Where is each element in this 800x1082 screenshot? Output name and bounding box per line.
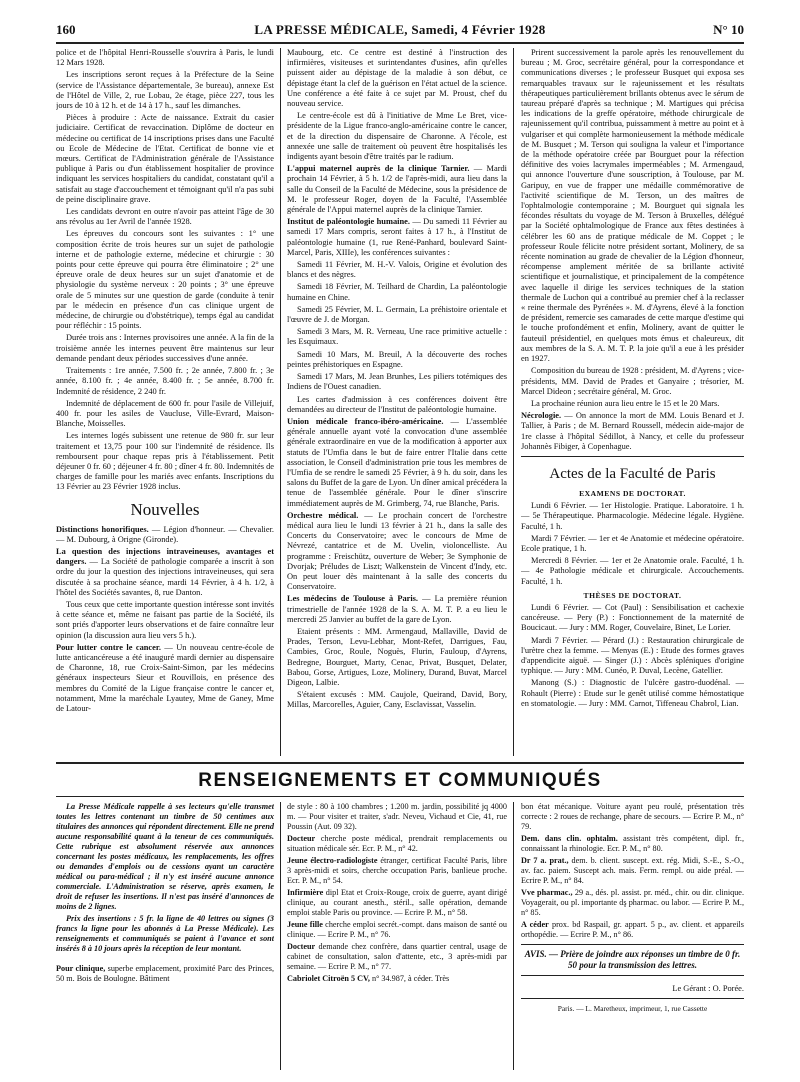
ad-heading: Dr 7 a. prat., — [521, 856, 569, 865]
news-heading: La question des injections intraveineuses, avantages et dangers. — [56, 546, 274, 567]
list-item: Samedi 17 Mars, M. Jean Brunhes, Les piliers totémiques des Indiens de l'Ouest canadien. — [287, 372, 507, 392]
classified-ad — [287, 834, 507, 854]
paragraph: police et de l'hôpital Henri-Rousselle s'ouvrira à Paris, le lundi 12 Mars 1928. — [56, 48, 274, 68]
prix-paragraph: Prix des insertions : 5 fr. la ligne de 40 lettres ou signes (3 francs la ligne pour les abonnés à La Presse Médicale). Les renseignements et communiqués se paient à l'avance et sont insérés 8 à 10 jours après la réception de leur montant. — [56, 914, 274, 953]
paragraph: Maubourg, etc. Ce centre est destiné à l'instruction des infirmières, visiteuses et surintendantes d'usines, afin qu'elles puissent aider au dépistage de la maladie à son début, ce dépistage étant la clef de la guérison en l'état actuel de la science. Une conférence a été faite à ce sujet par M. Proust, chef du nouveau service. — [287, 48, 507, 109]
news-text: — Un nouveau centre-école de lutte anticancéreuse a été inauguré mardi dernier au dispensaire de Charonne, 18, rue Croix-Saint-Simon, par les médecins généraux inspecteurs Sieur et Rouvillois, en présence des membres du Comité de la Ligue française contre le cancer et, notamment, Mme la maréchale Lyautey, Mme de Ganey, Mme de Latour- — [56, 642, 274, 713]
news-text: — Du samedi 11 Février au samedi 17 Mars compris, seront faites à 17 h., à l'Institut de paléontologie humaine (1, rue René-Panhard, boulevard Saint-Marcel, Paris, XIIIe), les conférences suivantes : — [287, 217, 507, 257]
subsection-title: EXAMENS DE DOCTORAT. — [579, 488, 686, 498]
section-rule — [521, 944, 744, 945]
classified-ad — [287, 888, 507, 918]
classified-ad — [287, 942, 507, 972]
news-item — [287, 217, 507, 258]
ad-heading: Jeune fille — [287, 920, 323, 929]
classified-ad: bon état mécanique. Voiture ayant peu roulé, présentation très correcte : 2 roues de rechange, phare de secours. — Ecrire P. M., n° 79. — [521, 802, 744, 831]
paragraph: Les épreuves du concours sont les suivantes : 1° une composition écrite de trois heures sur un sujet de pathologie interne et de pathologie externe, médecine et chirurgie : 30 points pour cette épreuve qui pourra être éliminatoire ; 2° une épreuve orale de deux heures sur un sujet d'anatomie et de physiologie du système nerveux : 20 points ; 3° une épreuve orale de 5 minutes sur une question de garde (conduite à tenir par le médecin en présence d'un cas clinique urgent de médecine, de chirurgie ou d'obstétrique), temps égal au candidat pour réfléchir : 15 points. — [56, 229, 274, 331]
list-item: Lundi 6 Février. — 1er Histologie. Pratique. Laboratoire. 1 h. — 5e Thérapeutique. Pharmacologie. Médecine légale. Hygiène. Faculté, 1 h. — [521, 501, 744, 531]
classifieds-column-1 — [56, 802, 274, 1072]
list-item: Samedi 11 Février, M. H.-V. Valois, Origine et évolution des blancs et des nègres. — [287, 260, 507, 280]
section-title-actes: Actes de la Faculté de Paris — [549, 465, 716, 482]
news-item — [56, 643, 274, 714]
ad-heading: Docteur — [287, 942, 316, 951]
list-item: Les cartes d'admission à ces conférences doivent être demandées au directeur de l'Institut de paléontologie humaine. — [287, 394, 507, 414]
news-heading: Les médecins de Toulouse à Paris. — [287, 594, 419, 604]
paragraph: La prochaine réunion aura lieu entre le 15 et le 20 Mars. — [531, 398, 720, 408]
list-item: Samedi 18 Février, M. Teilhard de Chardin, La paléontologie humaine en Chine. — [287, 282, 507, 302]
column-divider — [280, 48, 281, 756]
paragraph: S'étaient excusés : MM. Caujole, Queirand, David, Bory, Millas, Marcorelles, Aguier, Cany, Esclavissat, Vasselin. — [287, 690, 507, 710]
ad-heading: Pour clinique, — [56, 964, 106, 973]
column-divider — [513, 48, 514, 756]
paragraph: Indemnité de déplacement de 600 fr. pour l'asile de Villejuif, 400 fr. pour les asiles de Vaucluse, Ville-Evrard, Maison-Blanche, Moisselles. — [56, 398, 274, 429]
ad-text: superbe emplacement, proximité Parc des Princes, 50 m. Bois de Boulogne. Bâtiment — [56, 964, 274, 983]
section-rule — [521, 975, 744, 976]
list-item: Mardi 7 Février. — Pérard (J.) : Restauration chirurgicale de l'urètre chez la femme. — Menyas (E.) : Etude des formes graves d'appendicite aiguë. — Singer (J.) : Abcès spléniques d'origine typhique. — Jury : MM. Cunéo, P. Duval, Lecène, Gatellier. — [521, 635, 744, 676]
ad-heading: Cabriolet Citroën 5 CV, — [287, 974, 370, 983]
news-heading: Union médicale franco-ibéro-américaine. — [287, 416, 444, 426]
news-heading: Institut de paléontologie humaine. — [287, 217, 410, 227]
section-title-nouvelles: Nouvelles — [130, 499, 200, 519]
column-divider — [280, 802, 281, 1070]
ad-heading: Docteur — [287, 834, 316, 843]
paragraph: Les inscriptions seront reçues à la Préfecture de la Seine (service de l'Assistance départementale, 3e bureau), annexe Est de l'Hôtel de Ville, 2, rue Lobau, 2e étage, pièce 227, tous les jours de 10 à 12 h. et de 14 à 17 h., sauf les dimanches. — [56, 70, 274, 111]
news-text: — La première réunion trimestrielle de l'année 1928 de la S. A. M. T. P. a eu lieu le mercredi 25 Janvier au buffet de la gare de Lyon. — [287, 594, 507, 624]
paragraph: Etaient présents : MM. Armengaud, Mallaville, David de Prades, Terson, Levu-Lebhar, Mont-Refet, Darrigues, Fau, Cambies, Groc, Roule, Noguès, Flurin, Fauloup, d'Ayrens, Bedregne, Bourguet, Marty, Cenac, Privat, Busquet, Delater, Babou, Gorse, Artigues, Loze, Molinery, Durand, Buvat, Marcel Digeon, Lalbie. — [287, 626, 507, 687]
list-item: Lundi 6 Février. — Cot (Paul) : Sensibilisation et cachexie cancéreuse. — Pery (P.) : Fonctionnement de la maternité de Boucicaut. — Jury : MM. Roger, Couvelaire, Binet, Le Lorier. — [521, 602, 744, 633]
classified-ad: de style : 80 à 100 chambres ; 1.200 m. jardin, possibilité jq 4000 m. — Pour visiter et traiter, s'adr. Neveu, Vichaud et Cie, 41, rue Poussin (Aut. 09 32). — [287, 802, 507, 831]
section-banner: RENSEIGNEMENTS ET COMMUNIQUÉS — [198, 770, 602, 791]
news-text: — Mardi prochain 14 Février, à 5 h. 1/2 de l'après-midi, aura lieu dans la salle du Conseil de la Faculté de Médecine, sous la présidence de M. le professeur Roger, doyen de la Faculté, l'Assemblée générale de l'Appui maternel auprès de la clinique Tarnier. — [287, 164, 507, 215]
list-item: Manong (S.) : Diagnostic de l'ulcère gastro-duodénal. — Rohault (Pierre) : Etude sur le genêt utilisé comme hémostatique en stomatologie. — Jury : MM. Carnot, Tiffeneau Chabrol, Lian. — [521, 678, 744, 708]
paragraph: Tous ceux que cette importante question intéresse sont invités à cette séance et, même ne faisant pas partie de la Société, ils sont priés d'apporter leurs observations et de faire connaître leur opinion (la discussion aura lieu vers 5 h.). — [56, 599, 274, 640]
paragraph: Les candidats devront en outre n'avoir pas atteint l'âge de 30 ans révolus au 1er Avril de l'année 1928. — [56, 207, 274, 227]
news-item — [521, 411, 744, 452]
paragraph: Prirent successivement la parole après les renouvellement du bureau ; M. Groc, secrétaire général, pour la correspondance et communications diverses ; le professeur Busquet qui exposa ses remarquables travaux sur le rajeunissement et les résultats thérapeutiques particulièrement brillants obtenus avec le sérum de taureau préparé d'après sa technique ; M. Martigues qui précisa les indications de la greffe opératoire, méthode chirurgicale de rajeunissement qu'il contribua, puissamment à mettre au point et à vulgariser et qui complète harmonieusement la méthode médicale de M. Busquet ; M. Terson qui souligna la valeur et l'importance de la méthode opératoire créée par Bourguet pour la réfection définitive des voies lacrymales imperméables ; M. Armengaud, qui annonce l'ouverture d'une souscription, à Toulouse, par M. Garipuy, en vue de frapper une médaille commémorative de l'activité scientifique de M. Terson, un des maîtres de l'ophtalmologie contemporaine ; M. Bourguet qui signala les fécondes résultats du voyage de M. Terson à Bruxelles, délégué par la Société ophtalmologique de France aux fêtes destinées à célébrer les 60 ans de pratique médicale de M. Coppet ; le professeur Roule félicite notre président sortant, Molinery, de sa récente nomination au grade de chevalier de la Légion d'honneur, récompense amplement méritée de sa brillante activité scientifique et journalistique, et principalement de la compétence avec laquelle il dirige les services techniques de la station thermale de Luchon qui a contribué au premier chef à la reclasser « reine thermale des Pyrénées ». M. d'Ayrens, élevé à la fonction de président, remercie ses camarades de cette marque d'estime qui le touche profondément et enfin, Molinery, avant de quitter le fauteuil présidentiel, en quelques mots émus et chaleureux, dit aux membres de la S. A. M. T. P. la joie qu'il a eue à les présider en 1927. — [521, 48, 744, 364]
news-text: — Le prochain concert de l'orchestre médical aura lieu le lundi 13 février à 21 h., dans la salle des Concerts du Conservatoire; avec le concours de Mme de Névrezé, cantatrice et de M. Uvelin, violoncelliste. Au programme : Freischütz, ouverture de Weber; 3e Symphonie de Dvorjak; Préludes de Liszt; Walkenstein de Vincent d'Indy, etc. On peut louer dès maintenant à la salle des concerts du Conservatoire. — [287, 510, 507, 592]
notice-paragraph: La Presse Médicale rappelle à ses lecteurs qu'elle transmet toutes les lettres contenant un timbre de 50 centimes aux titulaires des annonces qui répondent directement. Elle ne prend aucune responsabilité quant à la teneur de ces communiqués. Cette rubrique est absolument réservée aux annonces concernant les postes médicaux, les remplacements, les offres ou demandes d'emplois ou de cessions ayant un caractère médical ou para-médical ; il n'y est inséré aucune annonce commerciale. L'Administration se réserve, après examen, le droit de refuser les insertions. Il n'est pas inséré d'annonces de moins de 2 lignes. — [56, 802, 274, 911]
ad-heading: Vve pharmac., — [521, 888, 573, 897]
paragraph: Le centre-école est dû à l'initiative de Mme Le Bret, vice-présidente de la Ligue franco-anglo-américaine contre le cancer, et de la direction du dispensaire de Charonne. A l'école, est annexée une salle de traitement où peuvent être hospitalisés les indigents ayant besoin d'être traités par le radium. — [287, 111, 507, 162]
page-number: 160 — [56, 22, 76, 37]
news-item — [287, 417, 507, 509]
news-text: — La Société de pathologie comparée a inscrit à son ordre du jour la question des injections intraveineuses, qui sera discutée à sa prochaine séance, mardi 14 Février, à 4 h. 1/2, à l'hôtel des Sociétés savantes, 8, rue Danton. — [56, 557, 274, 597]
ad-text: demande chez confrère, dans quartier central, usage de cabinet de consultation, salon d'attente, etc., 3 après-midi par semaine. — Ecrire P. M., n° 77. — [287, 942, 507, 971]
column-1 — [56, 48, 274, 758]
news-text: — Légion d'honneur. — Chevalier. — M. Dubourg, à Origne (Gironde). — [56, 524, 274, 544]
section-rule — [521, 998, 744, 999]
classifieds-column-2 — [287, 802, 507, 1072]
news-heading: L'appui maternel auprès de la clinique Tarnier. — [287, 164, 470, 174]
ad-text: prox. bd Raspail, gr. appart. 5 p., av. client. et appareils orthopédie. — Ecrire P. M., n° 86. — [521, 920, 744, 939]
news-item — [287, 511, 507, 593]
paragraph: Pièces à produire : Acte de naissance. Extrait du casier judiciaire. Certificat de revaccination. Diplôme de docteur en médecine ou certificat de 14 inscriptions prises dans une Faculté ou Ecole de Médecine de l'Etat. Certificat de bonne vie et mœurs. Certificat de l'Administration générale de l'Assistance publique à Paris ou d'un établissement hospitalier de province indiquant les services hospitaliers du candidat, constatant qu'il a satisfait au stage d'accouchement et témoignant qu'il n'a pas subi de peine disciplinaire grave. — [56, 113, 274, 204]
paragraph: Les internes logés subissent une retenue de 980 fr. sur leur traitement et 13,75 pour 100 sur l'indemnité de résidence. Ils remboursent pour chaque repas pris à l'établissement. Petit déjeuner 0 fr. 60 ; déjeuner 4 fr. 80 ; dîner 4 fr. 80. Indemnités de charges de famille pour les mariés avec enfants. Inscriptions du 13 Février au 23 Février 1928 inclus. — [56, 431, 274, 492]
paragraph: Traitements : 1re année, 7.500 fr. ; 2e année, 7.800 fr. ; 3e année, 8.100 fr. ; 4e année, 8.400 fr. ; 5e année, 8.700 fr. Indemnité de résidence, 2 240 fr. — [56, 366, 274, 396]
news-heading: Pour lutter contre le cancer. — [56, 642, 161, 652]
page-header — [56, 22, 744, 40]
subsection-title: THÈSES DE DOCTORAT. — [583, 590, 682, 600]
list-item: Mercredi 8 Février. — 1er et 2e Anatomie orale. Faculté, 1 h. — 4e Pathologie médicale et chirurgicale. Accouchements. Faculté, 1 h. — [521, 556, 744, 586]
journal-title: LA PRESSE MÉDICALE, Samedi, 4 Février 1928 — [254, 22, 546, 37]
ad-heading: Jeune électro-radiologiste — [287, 856, 378, 865]
ad-heading: A céder — [521, 920, 549, 929]
column-2 — [287, 48, 507, 758]
paragraph: Composition du bureau de 1928 : président, M. d'Ayrens ; vice-présidents, MM. David de Prades et Ganyaire ; trésorier, M. Marcel Dideon ; secrétaire général, M. Groc. — [521, 366, 744, 396]
ad-text: n° 34.987, à céder. Très — [369, 974, 450, 983]
news-heading: Distinctions honorifiques. — [56, 524, 149, 534]
list-item: Samedi 25 Février, M. L. Germain, La préhistoire orientale et l'œuvre de J. de Morgan. — [287, 304, 507, 325]
classified-ad — [287, 920, 507, 940]
section-rule — [521, 456, 744, 457]
list-item: Samedi 10 Mars, M. Breuil, A la découverte des roches peintes préhistoriques en Espagne. — [287, 349, 507, 369]
banner-rule-top — [56, 762, 744, 764]
classified-ad — [56, 964, 274, 984]
banner-rule-bottom — [56, 796, 744, 797]
news-heading: Orchestre médical. — [287, 510, 359, 520]
classified-ad — [521, 856, 744, 886]
news-item — [287, 164, 507, 215]
issue-number: N° 10 — [713, 22, 744, 37]
ad-text: assistant très compétent, dipl. fr., connaissant la rhinologie. Ecr. P. M., n° 80. — [521, 834, 744, 853]
ad-text: dem. b. client. suscept. ext. rég. Midi, S.-E., S.-O., av. fac. paiem. Suscept ach. mais. Ferm. rempl. ou aide préal. — Ecrire P. M., n° 84. — [521, 856, 744, 885]
gerant-line: Le Gérant : O. Porée. — [672, 984, 744, 993]
column-divider — [513, 802, 514, 1070]
news-item — [287, 594, 507, 625]
news-item — [56, 547, 274, 598]
ad-text: étranger, certificat Faculté Paris, libre 3 après-midi et soirs, cherche occupation Paris, banlieue proche. Ecr. P. M., n° 54. — [287, 856, 507, 885]
ad-text: cherche emploi secrét.-compt. dans maison de santé ou clinique. — Ecrire P. M., n° 76. — [287, 920, 507, 939]
news-item — [56, 525, 274, 545]
printer-line: Paris. — L. Maretheux, imprimeur, 1, rue Cassette — [557, 1004, 708, 1013]
news-text: — L'assemblée générale annuelle ayant voté la convocation d'une assemblée générale extraordinaire en vue de la modification à apporter aux statuts de l'Umfia dans le but de faire entrer l'Italie dans cette association, le Conseil d'administration prie tous les membres de l'Umfia de se rendre le samedi 25 Février, à 9 h. du soir, dans les salons du Buffet de la gare de Lyon. Un dîner amical précédera la tenue de l'assemblée générale. Pour le dîner s'inscrire immédiatement auprès de M. Grimberg, 74, rue Blanche, Paris. — [287, 416, 507, 508]
classified-ad — [287, 856, 507, 886]
list-item: Samedi 3 Mars, M. R. Verneau, Une race primitive actuelle : les Esquimaux. — [287, 327, 507, 347]
column-3 — [521, 48, 744, 758]
ad-heading: Infirmière — [287, 888, 324, 897]
classified-ad — [521, 920, 744, 940]
avis-notice: AVIS. — Prière de joindre aux réponses un timbre de 0 fr. 50 pour la transmission des lettres. — [524, 949, 741, 970]
ad-text: dipl Etat et Croix-Rouge, croix de guerre, ayant dirigé clinique, au courant anesth., stéril., salle opération, demande emploi stable Paris ou province. — Ecrire P. M., n° 58. — [287, 888, 507, 917]
news-heading: Nécrologie. — [521, 411, 562, 421]
classifieds-column-3 — [521, 802, 744, 1072]
classified-ad — [521, 888, 744, 918]
list-item: Mardi 7 Février. — 1er et 4e Anatomie et médecine opératoire. Ecole pratique, 1 h. — [521, 533, 744, 553]
ad-text: 29 a., dés. pl. assist. pr. méd., chir. ou dir. clinique. Voyagerait, ou pl. importante dş pharmac. ou labor. — Ecrire P. M., n° 85. — [521, 888, 744, 917]
paragraph: Durée trois ans : Internes provisoires une année. A la fin de la troisième année les internes peuvent être maintenus sur leur demande pendant deux périodes successives d'une année. — [56, 333, 274, 363]
ad-heading: Dem. dans clin. ophtalm. — [521, 834, 618, 843]
classified-ad — [521, 834, 744, 854]
news-text: — On annonce la mort de MM. Louis Benard et J. Tallier, à Paris ; de M. Bernard Roussell, médecin aide-major de 1re classe à l'hôpital Sédillot, à Nancy, et celle du professeur Johannès Fibiger, à Copenhague. — [521, 411, 744, 451]
ad-text: cherche poste médical, prendrait remplacements ou situation médicale sér. Ecr. P. M., n° 42. — [287, 834, 507, 853]
classified-ad — [287, 974, 507, 984]
header-rule — [56, 42, 744, 44]
